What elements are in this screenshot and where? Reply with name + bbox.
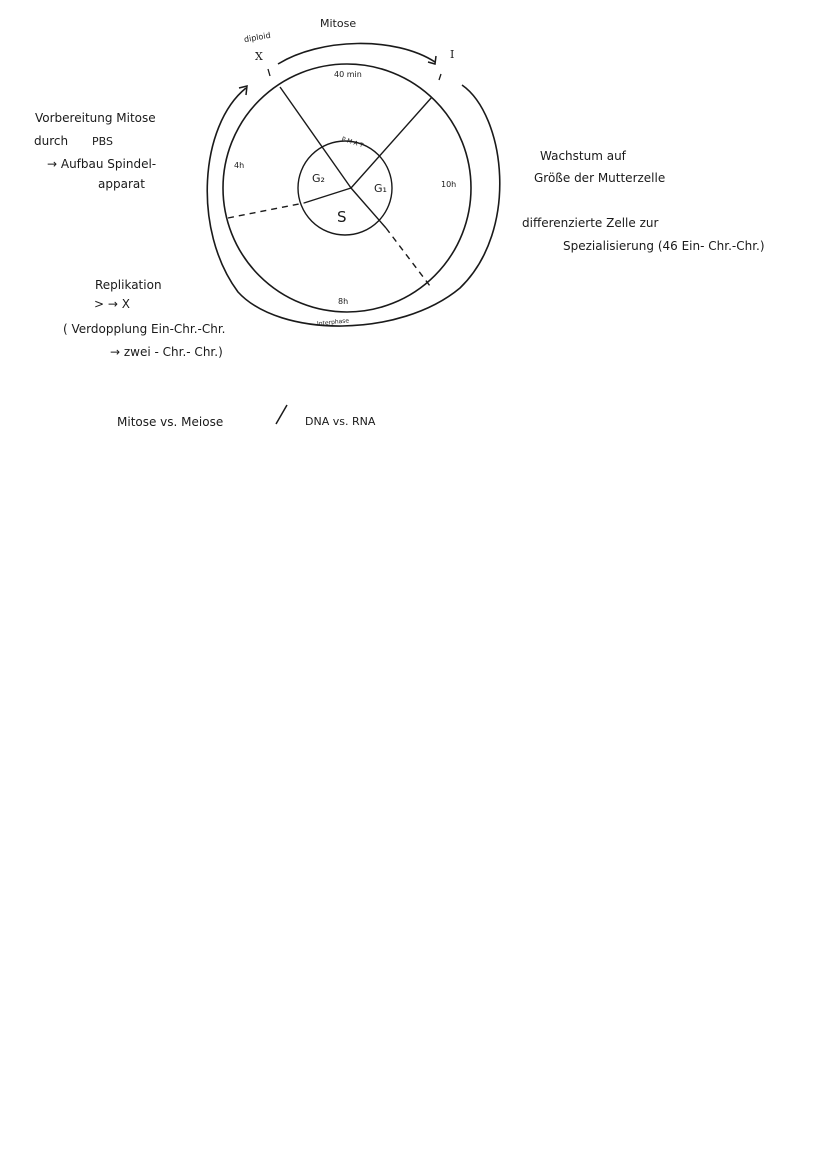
haploid-mark: I: [450, 48, 455, 61]
tick-right: [439, 74, 441, 80]
g1-note-line4: Spezialisierung (46 Ein- Chr.-Chr.): [563, 239, 765, 253]
g1-note-line1: Wachstum auf: [540, 149, 626, 163]
g2-note-line4: apparat: [98, 177, 145, 191]
diploid-label: diploid: [243, 30, 272, 45]
phase-s-label: S: [337, 208, 347, 226]
s-note-line2: > → X: [94, 297, 130, 311]
g1-note-line2: Größe der Mutterzelle: [534, 171, 666, 185]
mitose-arc: [278, 43, 435, 64]
interphase-label: Interphase: [316, 317, 350, 328]
mitosis-subphases: P M A T: [340, 135, 364, 150]
s-duration: 8h: [338, 297, 349, 306]
diploid-x-mark: X: [255, 50, 263, 63]
g1-note-line3: differenzierte Zelle zur: [522, 216, 659, 230]
mitose-duration: 40 min: [334, 70, 362, 79]
s-note-line3: ( Verdopplung Ein-Chr.-Chr.: [63, 322, 226, 336]
tick-left: [268, 69, 270, 76]
phase-g1-label: G₁: [374, 182, 387, 195]
footer-right-text: DNA vs. RNA: [305, 415, 376, 428]
g1-duration: 10h: [441, 180, 457, 189]
dashed-divider-right: [386, 228, 430, 286]
s-note-line4: → zwei - Chr.- Chr.): [110, 345, 223, 359]
footer-slash-line: [276, 405, 287, 424]
mitose-title: Mitose: [320, 17, 357, 30]
cell-cycle-outer-circle: [223, 64, 471, 312]
divider-g2-s: [304, 188, 351, 203]
g2-note-line1: Vorbereitung Mitose: [35, 111, 156, 125]
phase-g2-label: G₂: [312, 172, 325, 185]
g2-note-line2: durch: [34, 134, 69, 148]
g2-note-line2b: PBS: [92, 135, 113, 148]
dashed-divider-left: [228, 203, 304, 218]
s-note-line1: Replikation: [95, 278, 162, 292]
g2-duration: 4h: [234, 161, 245, 170]
g2-note-line3: → Aufbau Spindel-: [47, 157, 157, 171]
footer-left-text: Mitose vs. Meiose: [117, 415, 224, 429]
interphase-arc: [207, 85, 500, 326]
